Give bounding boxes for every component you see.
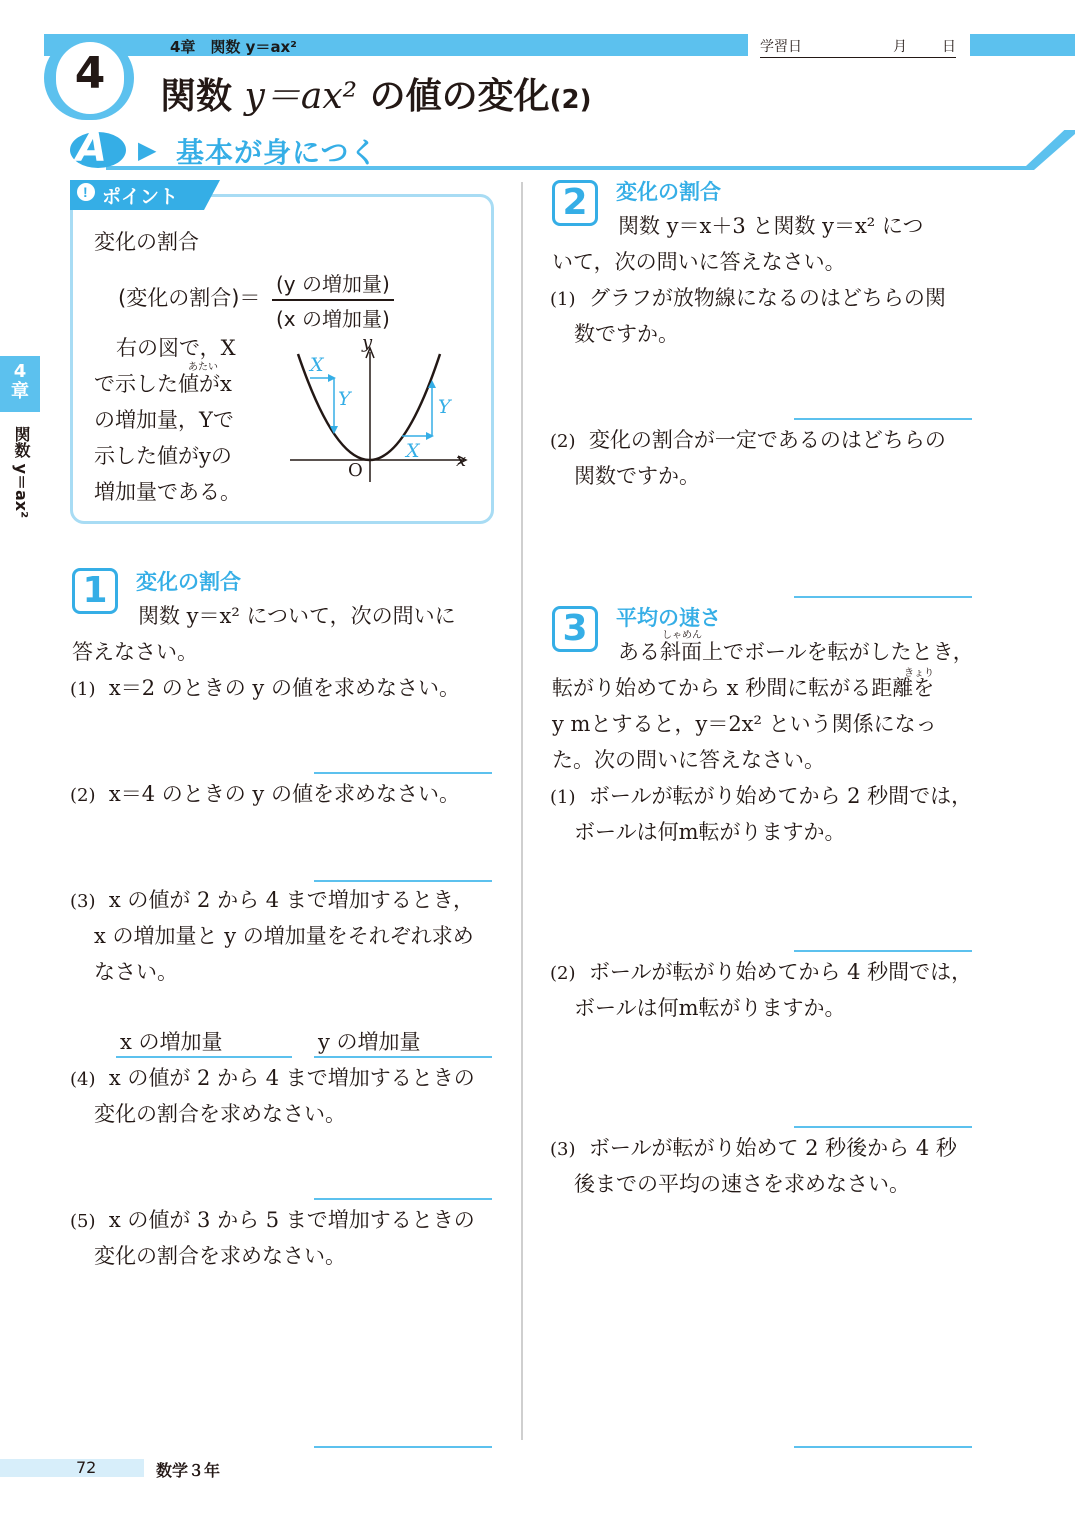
footer-subject: 数学３年 (156, 1461, 221, 1480)
q1-item-3-text: x の値が 2 から 4 まで増加するとき， (108, 888, 474, 912)
footer-bar-accent (108, 1459, 144, 1477)
problem-1-number: 1 (82, 570, 108, 611)
ruby-atai: あたい (188, 362, 218, 373)
study-date (760, 36, 956, 58)
answer-line-3-3[interactable] (794, 1446, 972, 1448)
q1-item-5-text: x の値が 3 から 5 まで増加するときの (108, 1208, 475, 1232)
q3-item-1-text: ボールが転がり始めてから 2 秒間では， (588, 784, 973, 808)
q1-item-4-no: (4) (70, 1069, 96, 1090)
answer-line-1-1[interactable] (314, 772, 492, 774)
problem-1-intro-1: 関数 y＝x² について，次の問いに (138, 604, 456, 628)
graph-X-label-right: X (406, 440, 420, 462)
point-heading: 変化の割合 (94, 230, 199, 254)
q1-item-2 (70, 776, 460, 814)
q1-item-5-no: (5) (70, 1211, 96, 1232)
q3-item-3-no: (3) (550, 1139, 576, 1160)
q1-item-3-line-2: x の増加量と y の増加量をそれぞれ求め (94, 924, 474, 948)
side-chapter-title: 関数 y＝ax² (12, 426, 31, 519)
graph-y-label: y (362, 332, 373, 353)
problem-3-intro-2: 転がり始めてから x 秒間に転がる距離を (552, 676, 935, 700)
q3-item-3-text: ボールが転がり始めて 2 秒後から 4 秒 (588, 1136, 957, 1160)
graph-Y-label-left: Y (338, 388, 351, 410)
problem-3-intro-4: た。次の問いに答えなさい。 (552, 748, 825, 772)
graph-x-label: x (456, 450, 467, 471)
problem-2-title: 変化の割合 (616, 180, 721, 204)
answer-line-1-4[interactable] (314, 1198, 492, 1200)
formula-lhs: (変化の割合)＝ (118, 286, 261, 310)
q2-item-2 (550, 422, 946, 460)
formula-denominator: (x の増加量) (276, 307, 390, 331)
q2-item-2-text: 変化の割合が一定であるのはどちらの (588, 428, 946, 452)
q3-item-1 (550, 778, 972, 816)
q3-item-1-line-2: ボールは何m転がりますか。 (574, 820, 846, 844)
graph-origin-label: O (348, 460, 363, 481)
problem-3-intro-1: ある斜面上でボールを転がしたとき， (618, 640, 974, 664)
chapter-tab: 4章 関数 y＝ax² (170, 38, 297, 56)
answer-line-1-3-y[interactable] (314, 1056, 492, 1058)
problem-3-number: 3 (562, 608, 588, 649)
q1-item-4-line-2: 変化の割合を求めなさい。 (94, 1102, 346, 1126)
section-letter: A (76, 125, 107, 171)
answer-x-label: x の増加量 (120, 1030, 223, 1054)
page-number: 72 (76, 1458, 97, 1477)
problem-1-intro-2: 答えなさい。 (72, 640, 198, 664)
graph-Y-label-right: Y (438, 396, 451, 418)
q3-item-2 (550, 954, 972, 992)
footer-bar (0, 1459, 120, 1477)
q3-item-2-text: ボールが転がり始めてから 4 秒間では， (588, 960, 973, 984)
answer-y-label: y の増加量 (318, 1030, 421, 1054)
answer-line-3-1[interactable] (794, 950, 972, 952)
column-divider (521, 182, 523, 1440)
header-bar-right (970, 34, 1075, 56)
problem-2-number: 2 (562, 182, 588, 223)
title-formula: y＝ax² (244, 76, 358, 117)
q1-item-4 (70, 1060, 475, 1098)
answer-line-1-5[interactable] (314, 1446, 492, 1448)
point-line-2: で示した値がx (94, 372, 232, 396)
q3-item-2-line-2: ボールは何m転がりますか。 (574, 996, 846, 1020)
q1-item-3-no: (3) (70, 891, 96, 912)
problem-2-intro-2: いて，次の問いに答えなさい。 (552, 250, 846, 274)
svg-text:!: ! (83, 184, 88, 200)
graph-X-label-left: X (310, 354, 324, 376)
answer-line-2-1[interactable] (794, 418, 972, 420)
answer-line-2-2[interactable] (794, 596, 972, 598)
lesson-number: 4 (74, 48, 106, 99)
month-label: 月 (893, 39, 907, 55)
title-part: (2) (549, 85, 592, 115)
point-line-4: 示した値がyの (94, 444, 232, 468)
q2-item-2-no: (2) (550, 431, 576, 452)
q1-item-1-no: (1) (70, 679, 96, 700)
formula-fraction (272, 268, 394, 332)
q1-item-2-text: x＝4 のときの y の値を求めなさい。 (108, 782, 460, 806)
point-line-1: 右の図で，X (116, 336, 236, 360)
point-line-5: 増加量である。 (94, 480, 241, 504)
q1-item-5-line-2: 変化の割合を求めなさい。 (94, 1244, 346, 1268)
q1-item-4-text: x の値が 2 から 4 まで増加するときの (108, 1066, 475, 1090)
ruby-shamen: しゃめん (662, 630, 702, 641)
q3-item-3 (550, 1130, 957, 1168)
title-pre: 関数 (160, 76, 245, 117)
play-arrow-icon: ▶ (138, 136, 157, 164)
point-text (94, 330, 241, 510)
problem-2-intro-1: 関数 y＝x＋3 と関数 y＝x² につ (618, 214, 924, 238)
q3-item-3-line-2: 後までの平均の速さを求めなさい。 (574, 1172, 910, 1196)
answer-line-1-3-x[interactable] (116, 1056, 292, 1058)
q2-item-1-line-2: 数ですか。 (574, 322, 679, 346)
q1-item-1-text: x＝2 のときの y の値を求めなさい。 (108, 676, 460, 700)
title-post: の値の変化 (357, 76, 550, 117)
study-date-label: 学習日 (760, 39, 802, 55)
q1-item-3 (70, 882, 474, 920)
ruby-kyori: きょり (904, 668, 934, 679)
day-label: 日 (942, 39, 956, 55)
problem-1-title: 変化の割合 (136, 570, 241, 594)
q3-item-2-no: (2) (550, 963, 576, 984)
side-chapter-number: 4章 (11, 361, 29, 402)
q2-item-1-no: (1) (550, 289, 576, 310)
q1-item-5 (70, 1202, 475, 1240)
q2-item-1-text: グラフが放物線になるのはどちらの関 (588, 286, 946, 310)
q1-item-2-no: (2) (70, 785, 96, 806)
problem-3-intro-3: y mとすると，y＝2x² という関係になっ (552, 712, 937, 736)
q2-item-1 (550, 280, 946, 318)
q1-item-3-line-3: なさい。 (94, 960, 178, 984)
point-label: ポイント (102, 186, 179, 208)
formula-numerator: (y の増加量) (272, 268, 394, 301)
point-line-3: の増加量，Yで (94, 408, 234, 432)
q1-item-1 (70, 670, 460, 708)
q3-item-1-no: (1) (550, 787, 576, 808)
page-title (160, 68, 592, 119)
answer-line-3-2[interactable] (794, 1126, 972, 1128)
section-title: 基本が身につく (176, 136, 379, 169)
q2-item-2-line-2: 関数ですか。 (574, 464, 700, 488)
problem-3-title: 平均の速さ (616, 606, 721, 630)
